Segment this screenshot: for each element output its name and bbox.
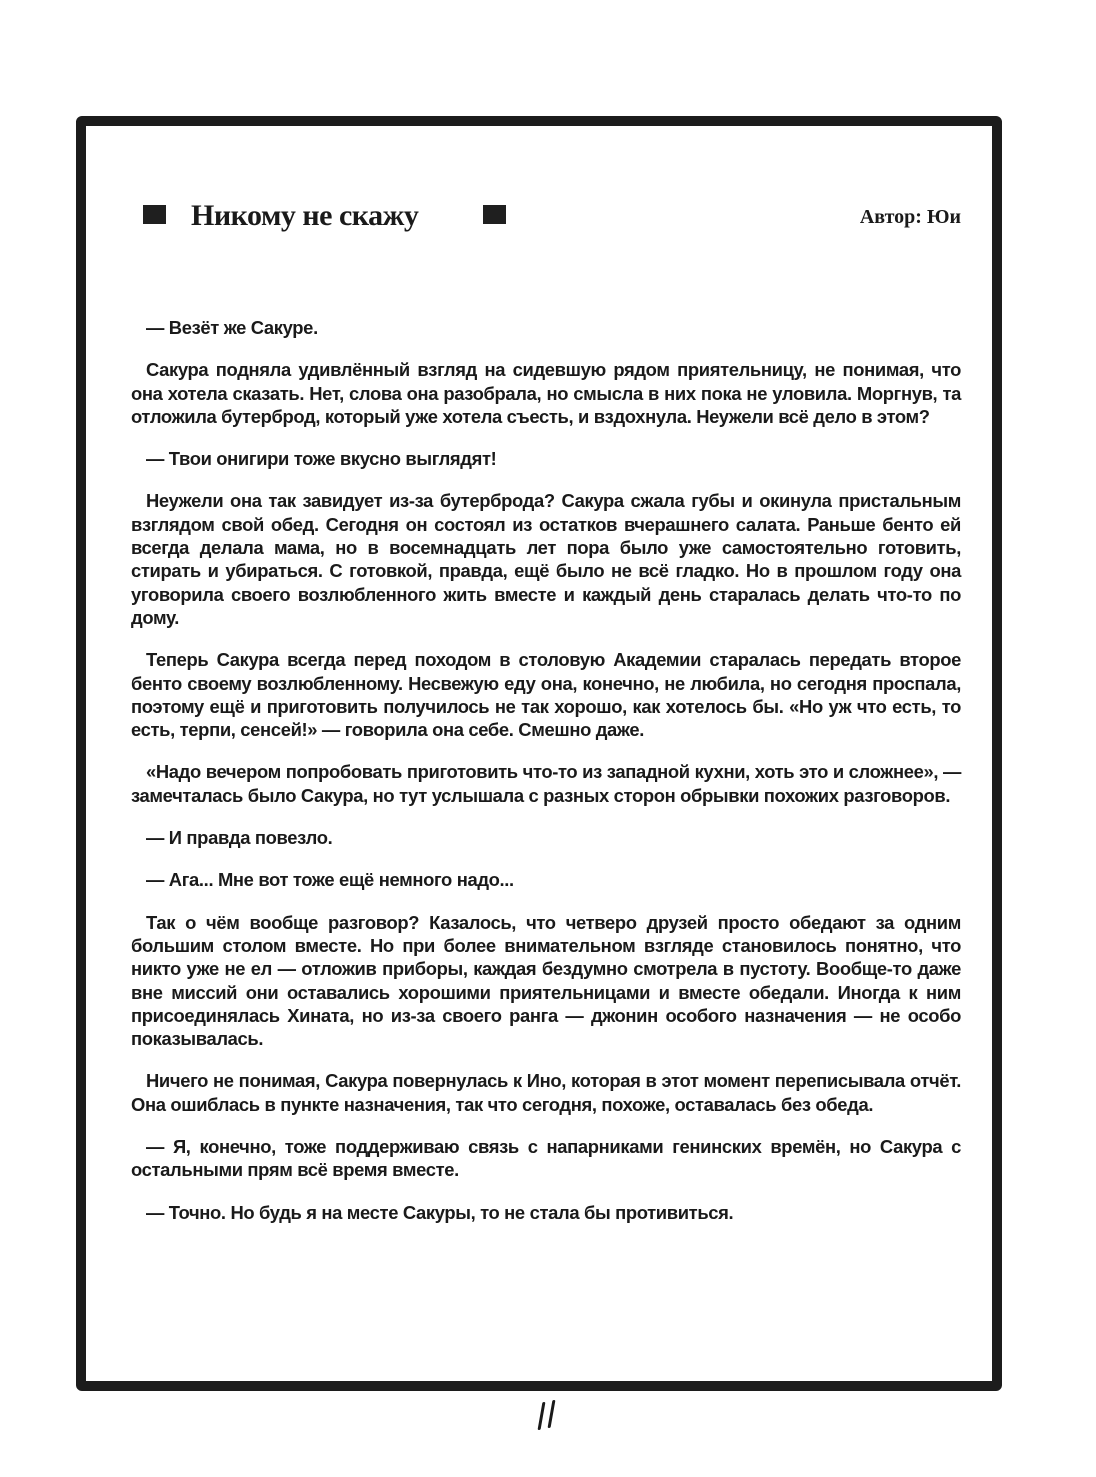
page-number [536,1398,566,1434]
paragraph: «Надо вечером попробовать приготовить что-то из западной кухни, хоть это и сложнее», — замечталась было Сакура, но тут услышала с разных сторон обрывки похожих разговоров. [131,761,961,806]
handwritten-stroke [538,1402,546,1430]
story-body [131,316,961,1243]
paragraph: Ничего не понимая, Сакура повернулась к Ино, которая в этот момент переписывала отчёт. Она ошиблась в пункте назначения, так что сегодня, похоже, оставалась без обеда. [131,1070,961,1115]
paragraph: Так о чём вообще разговор? Казалось, что четверо друзей просто обедают за одним большим столом вместе. Но при более внимательном взгляде становилось понятно, что никто уже не ел — отложив приборы, каждая бездумно смотрела в пустоту. Вообще-то даже вне миссий они оставались хорошими приятельницами и вместе обедали. Иногда к ним присоединялась Хината, но из-за своего ранга — джонин особого назначения — не особо показывалась. [131,911,961,1050]
paragraph: Сакура подняла удивлённый взгляд на сидевшую рядом приятельницу, не понимая, что она хотела сказать. Нет, слова она разобрала, но смысла в них пока не уловила. Моргнув, та отложила бутерброд, который уже хотела съесть, и вздохнула. Неужели всё дело в этом? [131,359,961,427]
page-number-text [536,1398,537,1399]
black-square-icon [143,205,166,224]
paragraph: — Ага... Мне вот тоже ещё немного надо... [146,869,514,891]
paragraph: — Точно. Но будь я на месте Сакуры, то не стала бы противиться. [146,1201,734,1223]
handwritten-stroke [548,1400,556,1428]
story-title: Никому не скажу [191,199,419,232]
paragraph: — Я, конечно, тоже поддерживаю связь с напарниками генинских времён, но Сакура с остальными прям всё время вместе. [131,1136,961,1181]
black-square-icon [483,205,506,224]
paragraph: — Твои онигири тоже вкусно выглядят! [146,448,497,470]
author-credit: Автор: Юи [859,206,961,228]
paragraph: — Везёт же Сакуре. [146,317,318,338]
story-header [143,196,961,236]
paragraph: — И правда повезло. [146,827,333,849]
paragraph: Неужели она так завидует из-за бутерброда? Сакура сжала губы и окинула пристальным взглядом свой обед. Сегодня он состоял из остатков вчерашнего салата. Раньше бенто ей всегда делала мама, но в восемнадцать лет пора было уже самостоятельно готовить, стирать и убираться. С готовкой, правда, ещё было не всё гладко. Но в прошлом году она уговорила своего возлюбленного жить вместе и каждый день старалась делать что-то по дому. [131,490,961,628]
paragraph: Теперь Сакура всегда перед походом в столовую Академии старалась передать второе бенто своему возлюбленному. Несвежую еду она, конечно, не любила, но сегодня проспала, поэтому ещё и приготовить получилось не так хорошо, как хотелось бы. «Но уж что есть, то есть, терпи, сенсей!» — говорила она себе. Смешно даже. [131,649,961,741]
